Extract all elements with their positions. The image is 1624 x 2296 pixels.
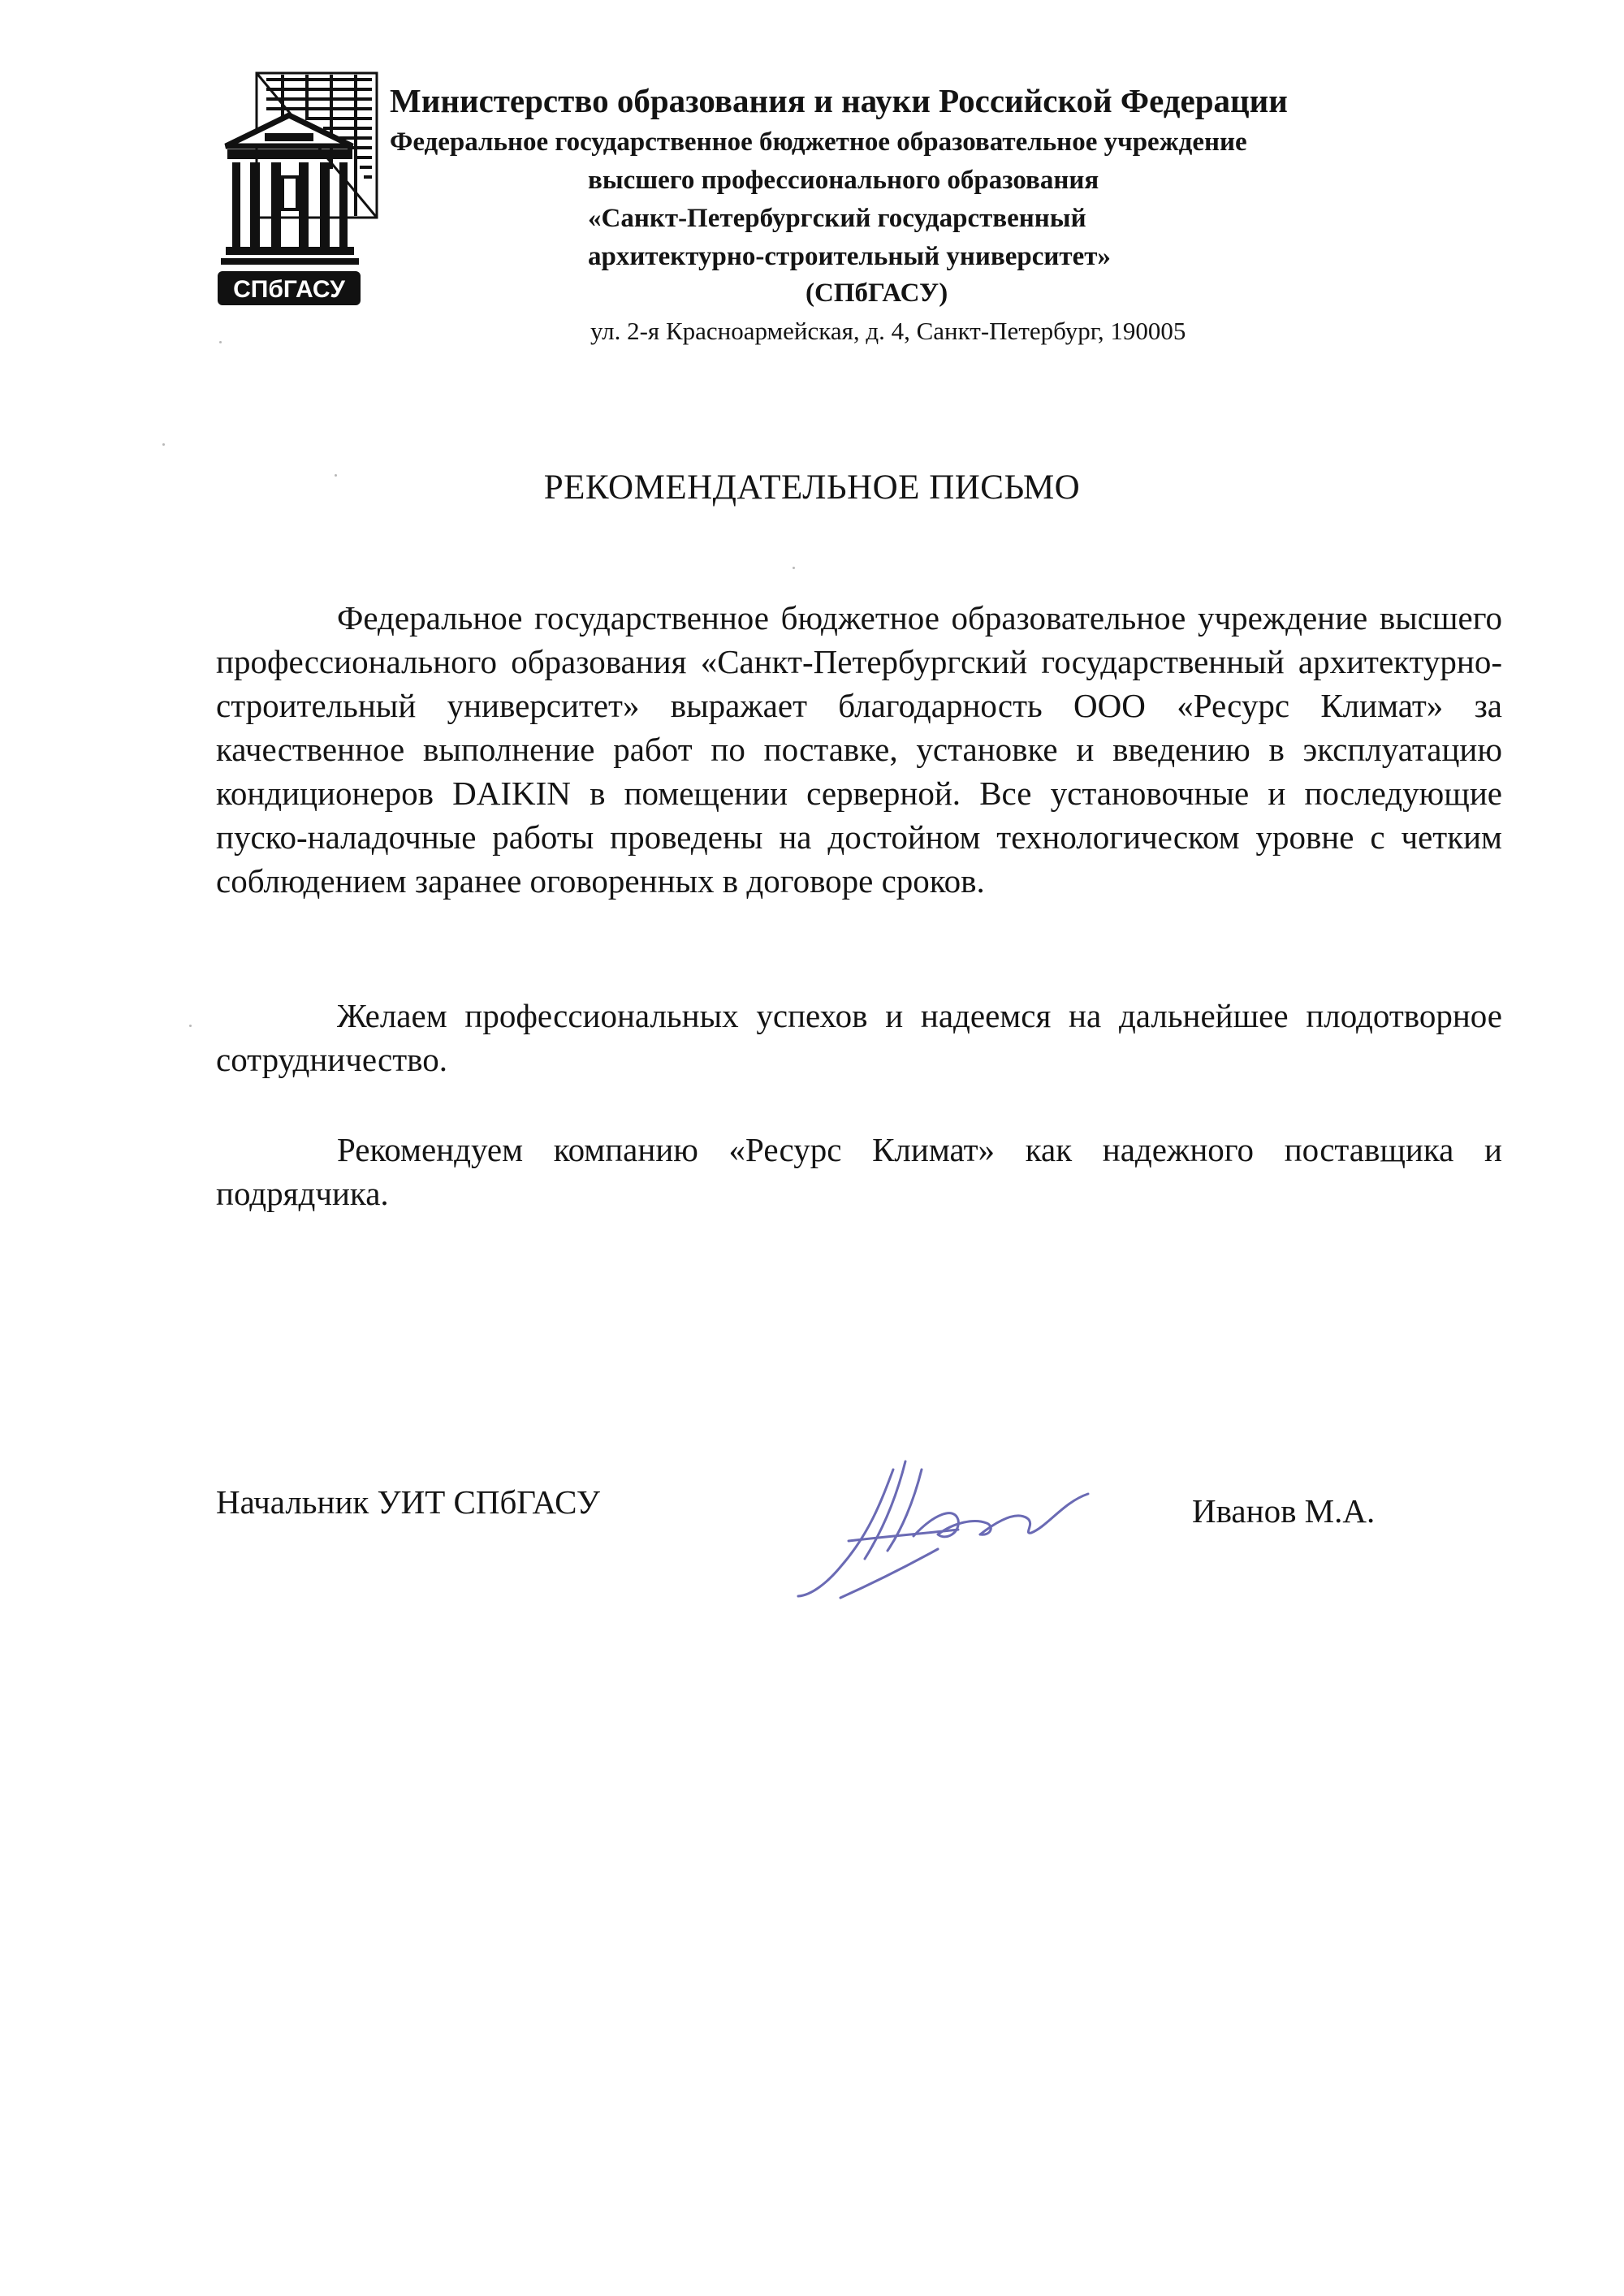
scan-speck [162, 443, 165, 446]
letter-title: РЕКОМЕНДАТЕЛЬНОЕ ПИСЬМО [543, 468, 1081, 507]
org-name-line: архитектурно-строительный университет» [588, 242, 1111, 271]
signer-name: Иванов М.А. [1192, 1492, 1376, 1530]
scan-speck [335, 474, 337, 477]
letter-paragraph: Желаем профессиональных успехов и надеемся на дальнейшее плодотворное сотрудничество. [216, 997, 1502, 1078]
scan-speck [219, 341, 222, 343]
scan-speck [189, 1025, 192, 1027]
org-abbreviation: (СПбГАСУ) [806, 278, 948, 308]
org-address: ул. 2-я Красноармейская, д. 4, Санкт-Петербург, 190005 [590, 317, 1186, 345]
handwritten-signature [792, 1445, 1092, 1599]
logo-text: СПбГАСУ [233, 276, 345, 303]
letter-paragraph: Рекомендуем компанию «Ресурс Климат» как надежного поставщика и подрядчика. [216, 1131, 1502, 1212]
org-name-line: «Санкт-Петербургский государственный [588, 204, 1086, 233]
university-logo [218, 71, 380, 307]
signer-position: Начальник УИТ СПбГАСУ [216, 1483, 600, 1521]
letter-paragraph: Федеральное государственное бюджетное образовательное учреждение высшего профессионального образования «Санкт-Петербургский государственный архитектурно-строительный университет» выражает благодарность ООО «Ресурс Климат» за качественное выполнение работ по поставке, установке и введению в эксплуатацию кондиционеров DAIKIN в помещении серверной. Все установочные и последующие пуско-наладочные работы проведены на достойном технологическом уровне с четким соблюдением заранее оговоренных в договоре сроков. [216, 599, 1502, 900]
org-name-line: высшего профессионального образования [588, 166, 1099, 195]
ministry-name: Министерство образования и науки Российской Федерации [390, 82, 1288, 119]
org-name-line: Федеральное государственное бюджетное образовательное учреждение [390, 127, 1247, 157]
scan-speck [793, 567, 795, 569]
